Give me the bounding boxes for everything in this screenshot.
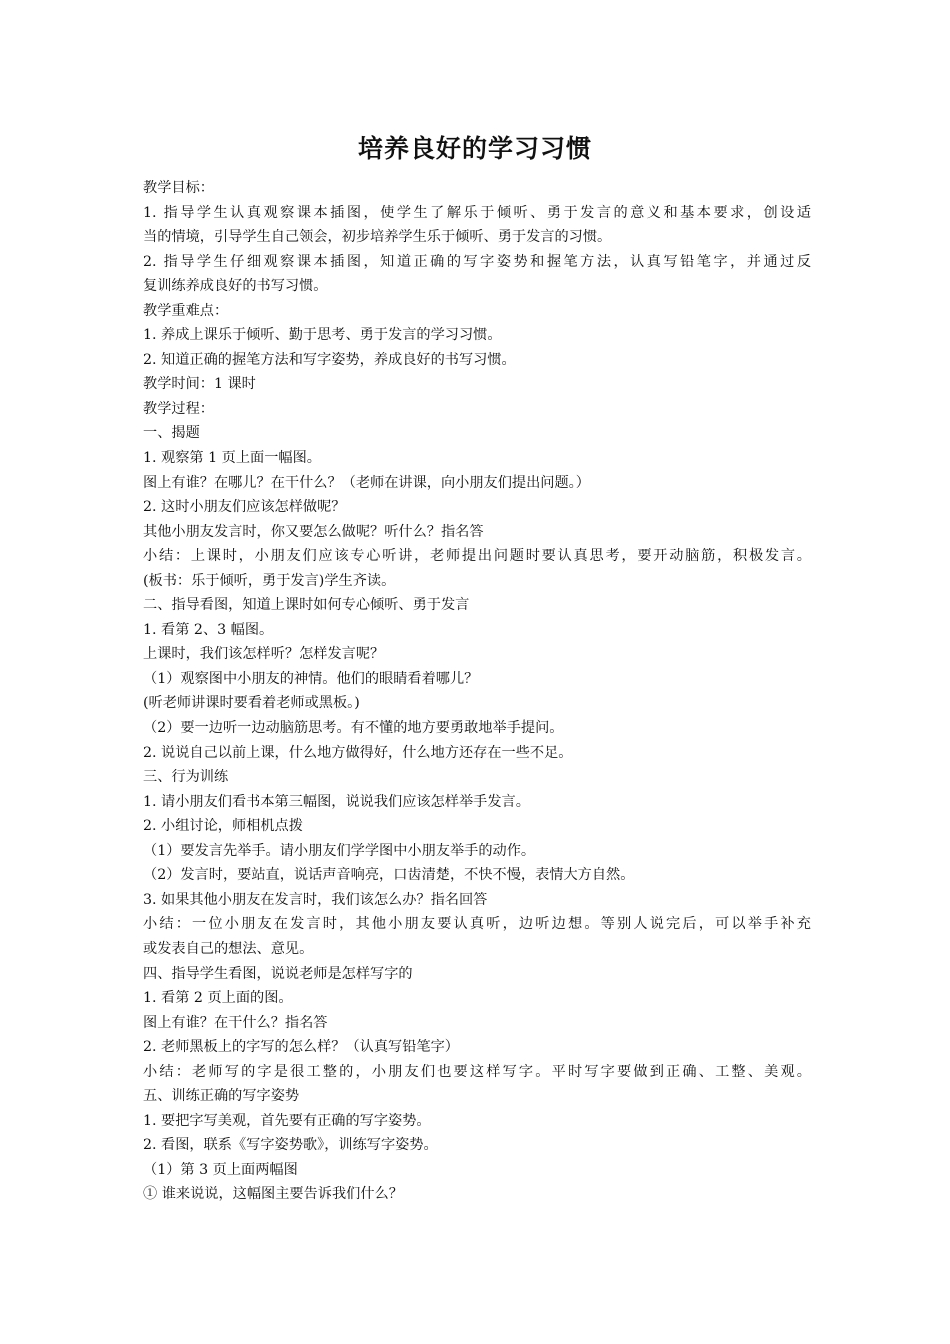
text-line: 五、训练正确的写字姿势 — [143, 1088, 300, 1105]
text-line: 1. 观察第 1 页上面一幅图。 — [143, 450, 321, 467]
text-line: 复训练养成良好的书写习惯。 — [143, 278, 328, 295]
text-line: 2. 说说自己以前上课，什么地方做得好，什么地方还存在一些不足。 — [143, 744, 573, 761]
text-line: 上课时，我们该怎样听？怎样发言呢？ — [143, 646, 385, 663]
text-line: 2. 老师黑板上的字写的怎么样？（认真写铅笔字） — [143, 1039, 459, 1056]
text-line: (板书：乐于倾听，勇于发言)学生齐读。 — [143, 572, 396, 589]
text-line: 教学过程： — [143, 400, 214, 417]
document-body — [143, 176, 811, 1207]
text-line: 2. 小组讨论，师相机点拨 — [143, 818, 303, 835]
text-line: 小结：一位小朋友在发言时，其他小朋友要认真听，边听边想。等别人说完后，可以举手补充 — [143, 916, 811, 933]
text-line: 二、指导看图，知道上课时如何专心倾听、勇于发言 — [143, 597, 470, 614]
text-line: 小结：上课时，小朋友们应该专心听讲，老师提出问题时要认真思考，要开动脑筋，积极发言。 — [143, 548, 811, 565]
text-line: 图上有谁？在哪儿？在干什么？（老师在讲课，向小朋友们提出问题。） — [143, 474, 590, 491]
text-line: ① 谁来说说，这幅图主要告诉我们什么？ — [143, 1186, 403, 1203]
text-line: 当的情境，引导学生自己领会，初步培养学生乐于倾听、勇于发言的习惯。 — [143, 229, 612, 246]
text-line: 其他小朋友发言时，你又要怎么做呢？听什么？指名答 — [143, 523, 484, 540]
text-line: 1. 看第 2 页上面的图。 — [143, 990, 293, 1007]
text-line: （1）观察图中小朋友的神情。他们的眼睛看着哪儿？ — [143, 670, 479, 687]
text-line: （1）第 3 页上面两幅图 — [143, 1161, 298, 1178]
text-line: 2. 知道正确的握笔方法和写字姿势，养成良好的书写习惯。 — [143, 351, 516, 368]
text-line: 或发表自己的想法、意见。 — [143, 940, 314, 957]
text-line: 2. 这时小朋友们应该怎样做呢？ — [143, 499, 346, 516]
text-line: 1. 看第 2、3 幅图。 — [143, 621, 274, 638]
text-line: 2. 指导学生仔细观察课本插图，知道正确的写字姿势和握笔方法，认真写铅笔字，并通过反 — [143, 253, 811, 270]
text-line: 2. 看图，联系《写字姿势歌》，训练写字姿势。 — [143, 1137, 438, 1154]
text-line: 1. 养成上课乐于倾听、勤于思考、勇于发言的学习习惯。 — [143, 327, 502, 344]
text-line: 四、指导学生看图，说说老师是怎样写字的 — [143, 965, 413, 982]
text-line: 教学时间：1 课时 — [143, 376, 256, 393]
text-line: （2）发言时，要站直，说话声音响亮，口齿清楚，不快不慢，表情大方自然。 — [143, 867, 635, 884]
text-line: 1. 请小朋友们看书本第三幅图，说说我们应该怎样举手发言。 — [143, 793, 530, 810]
text-line: 3. 如果其他小朋友在发言时，我们该怎么办？指名回答 — [143, 891, 488, 908]
text-line: 小结：老师写的字是很工整的，小朋友们也要这样写字。平时写字要做到正确、工整、美观。 — [143, 1063, 811, 1080]
document-title: 培养良好的学习习惯 — [357, 134, 592, 163]
text-line: 一、揭题 — [143, 425, 200, 442]
text-line: （2）要一边听一边动脑筋思考。有不懂的地方要勇敢地举手提问。 — [143, 720, 564, 737]
text-line: (听老师讲课时要看着老师或黑板。) — [143, 695, 360, 712]
text-line: （1）要发言先举手。请小朋友们学学图中小朋友举手的动作。 — [143, 842, 536, 859]
text-line: 1. 要把字写美观，首先要有正确的写字姿势。 — [143, 1112, 431, 1129]
text-line: 1. 指导学生认真观察课本插图，使学生了解乐于倾听、勇于发言的意义和基本要求，创设适 — [143, 204, 811, 221]
text-line: 教学目标： — [143, 180, 214, 196]
text-line: 教学重难点： — [143, 302, 229, 319]
text-line: 图上有谁？在干什么？指名答 — [143, 1014, 328, 1031]
text-line: 三、行为训练 — [143, 769, 229, 786]
